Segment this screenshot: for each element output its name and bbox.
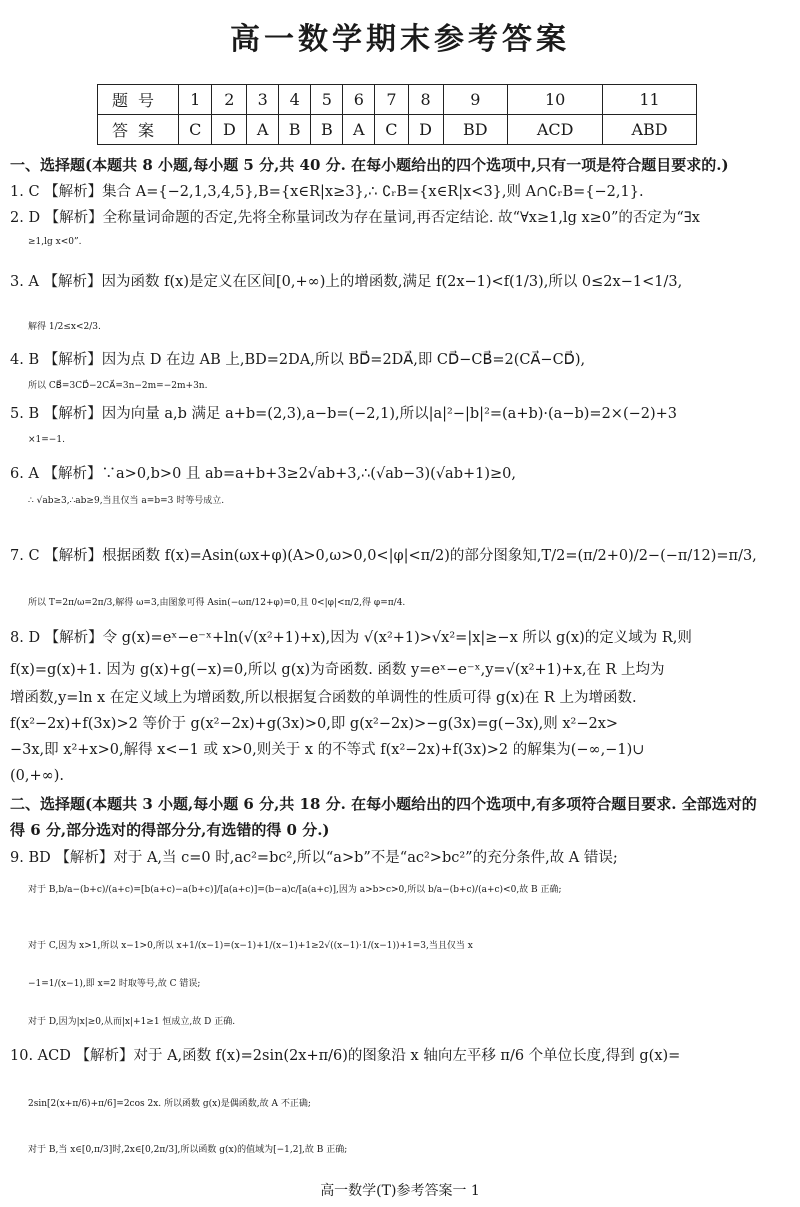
table-cell: 8 [408, 85, 443, 115]
row-header-answers: 答案 [98, 115, 179, 145]
page-title: 高一数学期末参考答案 [230, 22, 570, 57]
answer-table [97, 84, 697, 145]
solution-line: 对于 B,当 x∈[0,π/3]时,2x∈[0,2π/3],所以函数 g(x)的值域为[−1,2],故 B 正确; [28, 1145, 348, 1155]
section-heading: 二、选择题(本题共 3 小题,每小题 6 分,共 18 分. 在每小题给出的四个选项中,有多项符合题目要求. 全部选对的 [10, 795, 757, 813]
solution-line: 5. B 【解析】因为向量 a,b 满足 a+b=(2,3),a−b=(−2,1),所以|a|²−|b|²=(a+b)·(a−b)=2×(−2)+3 [10, 406, 678, 422]
table-cell: 3 [247, 85, 279, 115]
solution-line: 增函数,y=ln x 在定义域上为增函数,所以根据复合函数的单调性的性质可得 g(x)在 R 上为增函数. [10, 690, 637, 706]
row-header-numbers: 题号 [98, 85, 179, 115]
section-heading: 得 6 分,部分选对的得部分分,有选错的得 0 分.) [10, 821, 330, 839]
table-cell: A [247, 115, 279, 145]
solution-line: 9. BD 【解析】对于 A,当 c=0 时,ac²=bc²,所以“a>b”不是“ac²>bc²”的充分条件,故 A 错误; [10, 850, 618, 866]
solution-line: 4. B 【解析】因为点 D 在边 AB 上,BD=2DA,所以 BD⃗=2DA⃗,即 CD⃗−CB⃗=2(CA⃗−CD⃗), [10, 352, 586, 368]
table-cell: ACD [508, 115, 603, 145]
table-cell: B [311, 115, 343, 145]
solution-line: 3. A 【解析】因为函数 f(x)是定义在区间[0,+∞)上的增函数,满足 f(2x−1)<f(1/3),所以 0≤2x−1<1/3, [10, 274, 683, 290]
solution-line: 对于 B,b/a−(b+c)/(a+c)=[b(a+c)−a(b+c)]/[a(a+c)]=(b−a)c/[a(a+c)],因为 a>b>c>0,所以 b/a−(b+c)/(a+c)<0,故 B 正确; [28, 885, 562, 895]
solution-line: 1. C 【解析】集合 A={−2,1,3,4,5},B={x∈R|x≥3},∴ ∁ᵣB={x∈R|x<3},则 A∩∁ᵣB={−2,1}. [10, 184, 644, 200]
solution-line: ∴ √ab≥3,∴ab≥9,当且仅当 a=b=3 时等号成立. [28, 496, 225, 506]
solution-line: 所以 CB⃗=3CD⃗−2CA⃗=3n−2m=−2m+3n. [28, 381, 208, 391]
solution-line: f(x²−2x)+f(3x)>2 等价于 g(x²−2x)+g(3x)>0,即 g(x²−2x)>−g(3x)=g(−3x),则 x²−2x> [10, 716, 619, 732]
table-cell: 7 [375, 85, 408, 115]
section-heading: 一、选择题(本题共 8 小题,每小题 5 分,共 40 分. 在每小题给出的四个选项中,只有一项是符合题目要求的.) [10, 156, 729, 174]
solution-line: 7. C 【解析】根据函数 f(x)=Asin(ωx+φ)(A>0,ω>0,0<|φ|<π/2)的部分图象知,T/2=(π/2+0)/2−(−π/12)=π/3, [10, 548, 757, 564]
solution-line: 解得 1/2≤x<2/3. [28, 322, 101, 332]
table-cell: 6 [343, 85, 375, 115]
solution-line: 6. A 【解析】∵a>0,b>0 且 ab=a+b+3≥2√ab+3,∴(√ab−3)(√ab+1)≥0, [10, 466, 516, 482]
solution-line: (0,+∞). [10, 768, 64, 784]
table-row-numbers [98, 85, 697, 115]
table-cell: 4 [279, 85, 311, 115]
solution-line: −1=1/(x−1),即 x=2 时取等号,故 C 错误; [28, 979, 201, 989]
table-cell: 2 [212, 85, 247, 115]
solution-line: ≥1,lg x<0”. [28, 237, 82, 247]
solution-line: ×1=−1. [28, 435, 65, 445]
solution-line: −3x,即 x²+x>0,解得 x<−1 或 x>0,则关于 x 的不等式 f(x²−2x)+f(3x)>2 的解集为(−∞,−1)∪ [10, 742, 645, 758]
solution-line: 对于 D,因为|x|≥0,从而|x|+1≥1 恒成立,故 D 正确. [28, 1017, 236, 1027]
solution-line: 2sin[2(x+π/6)+π/6]=2cos 2x. 所以函数 g(x)是偶函数,故 A 不正确; [28, 1099, 311, 1109]
table-cell: C [375, 115, 408, 145]
solution-line: 对于 C,因为 x>1,所以 x−1>0,所以 x+1/(x−1)=(x−1)+1/(x−1)+1≥2√((x−1)·1/(x−1))+1=3,当且仅当 x [28, 941, 473, 951]
table-cell: B [279, 115, 311, 145]
solution-line: 所以 T=2π/ω=2π/3,解得 ω=3,由图象可得 Asin(−ωπ/12+φ)=0,且 0<|φ|<π/2,得 φ=π/4. [28, 598, 406, 608]
solution-line: 8. D 【解析】令 g(x)=eˣ−e⁻ˣ+ln(√(x²+1)+x),因为 √(x²+1)>√x²=|x|≥−x 所以 g(x)的定义域为 R,则 [10, 630, 692, 646]
page-footer: 高一数学(T)参考答案一 1 [320, 1183, 480, 1199]
solution-line: 10. ACD 【解析】对于 A,函数 f(x)=2sin(2x+π/6)的图象沿 x 轴向左平移 π/6 个单位长度,得到 g(x)= [10, 1048, 681, 1064]
table-cell: 10 [508, 85, 603, 115]
table-cell: C [179, 115, 212, 145]
table-cell: 9 [443, 85, 508, 115]
table-cell: D [408, 115, 443, 145]
table-cell: ABD [603, 115, 697, 145]
table-cell: 5 [311, 85, 343, 115]
solution-line: 2. D 【解析】全称量词命题的否定,先将全称量词改为存在量词,再否定结论. 故“∀x≥1,lg x≥0”的否定为“∃x [10, 210, 700, 226]
table-cell: 11 [603, 85, 697, 115]
solution-line: f(x)=g(x)+1. 因为 g(x)+g(−x)=0,所以 g(x)为奇函数. 函数 y=eˣ−e⁻ˣ,y=√(x²+1)+x,在 R 上均为 [10, 662, 665, 678]
table-cell: A [343, 115, 375, 145]
table-cell: 1 [179, 85, 212, 115]
table-row-answers [98, 115, 697, 145]
table-cell: D [212, 115, 247, 145]
table-cell: BD [443, 115, 508, 145]
